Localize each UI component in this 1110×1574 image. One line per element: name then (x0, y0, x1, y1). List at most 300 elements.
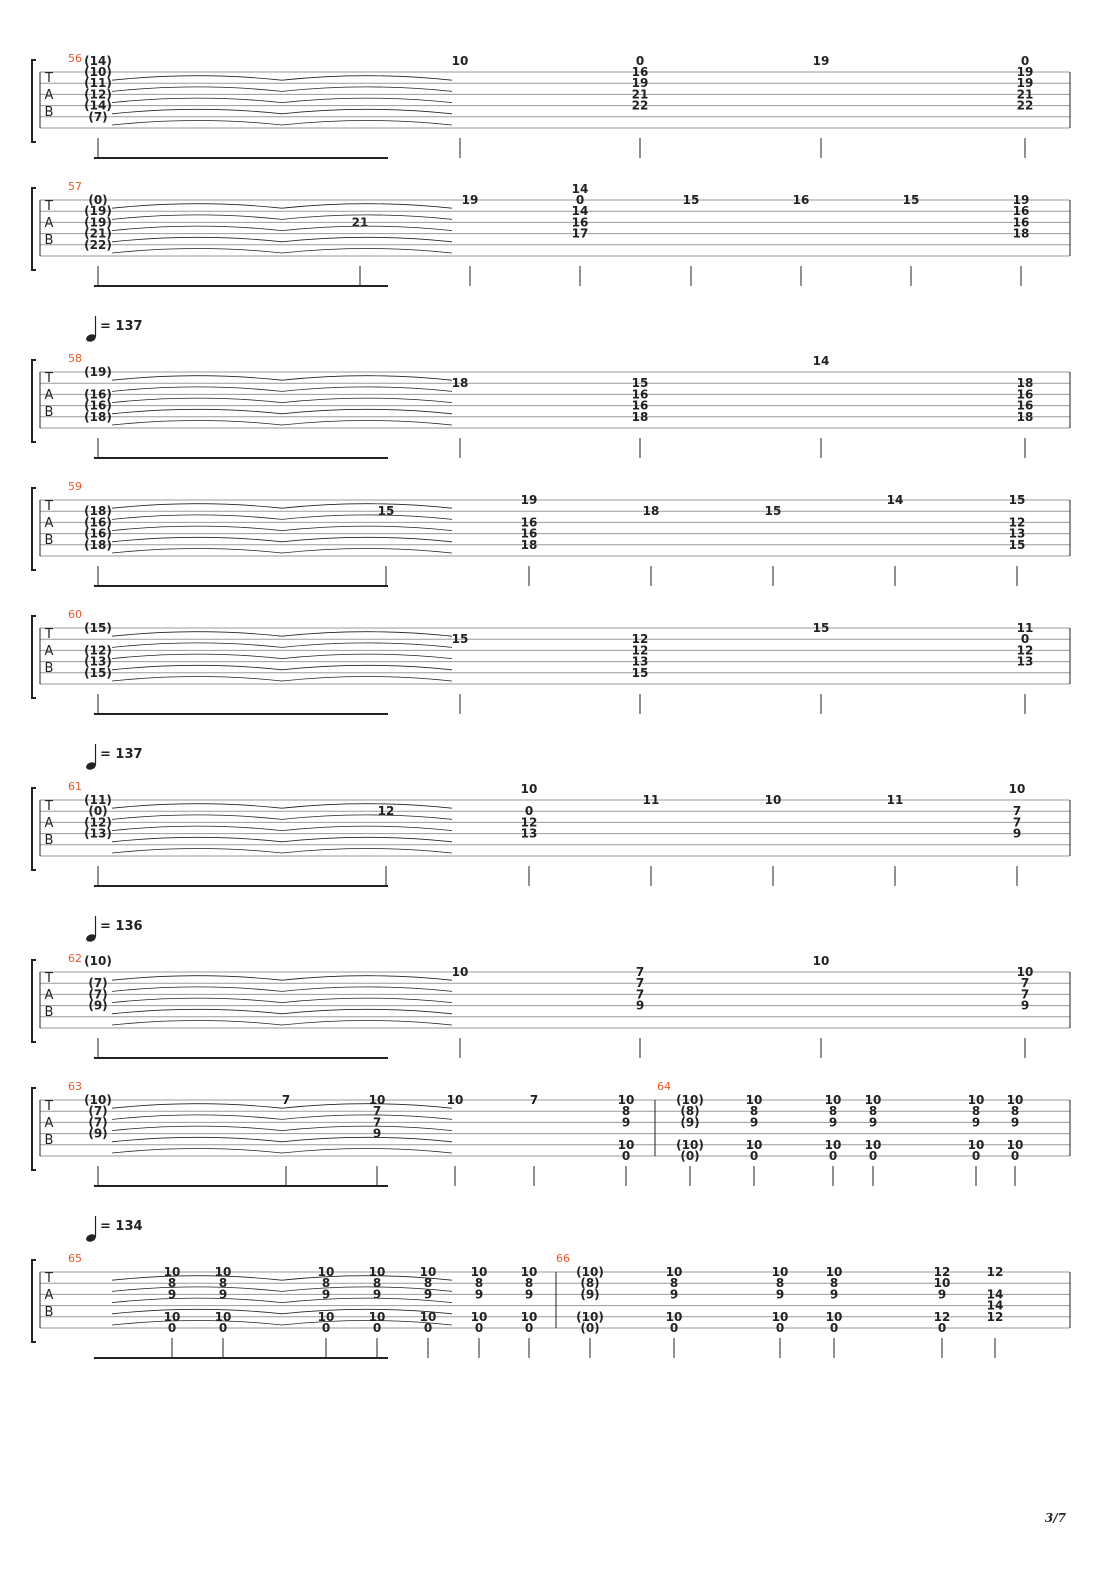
tie-arc (112, 237, 282, 242)
fret-number: 19 (461, 193, 479, 207)
fret-number: 8 (828, 1104, 838, 1119)
fret-number: (7) (88, 976, 108, 991)
tie-arc (282, 409, 452, 414)
tie-arc (282, 87, 452, 92)
fret-number: (7) (88, 1104, 108, 1119)
fret-number: 10 (967, 1093, 985, 1107)
fret-number: (10) (84, 65, 112, 79)
fret-number: 16 (571, 215, 589, 230)
tie-arc (112, 76, 282, 81)
fret-number: 8 (321, 1276, 331, 1291)
fret-number: 10 (771, 1265, 789, 1279)
fret-number: 21 (351, 215, 369, 230)
fret-number: 10 (368, 1093, 386, 1107)
fret-number: (14) (84, 98, 112, 113)
fret-number: 10 (824, 1137, 842, 1152)
tie-arc (112, 837, 282, 842)
tab-clef-letter: T (45, 499, 53, 514)
fret-number: 16 (792, 193, 810, 207)
fret-number: (16) (84, 398, 112, 413)
fret-number: 16 (520, 526, 538, 541)
fret-number: 17 (571, 226, 589, 241)
tie-arc (112, 1021, 282, 1026)
fret-number: 10 (617, 1093, 635, 1107)
fret-number: (12) (84, 643, 112, 658)
tie-arc (112, 109, 282, 114)
system-bracket (32, 1260, 36, 1342)
fret-number: 9 (167, 1287, 177, 1302)
fret-number: (0) (680, 1149, 700, 1163)
fret-number: 8 (971, 1104, 981, 1119)
fret-number: 10 (1016, 965, 1034, 979)
tie-arc (282, 398, 452, 403)
tie-arc (112, 421, 282, 426)
fret-number: 0 (775, 1321, 785, 1335)
fret-number: (19) (84, 215, 112, 230)
tab-clef-letter: A (44, 516, 54, 531)
tie-arc (112, 815, 282, 820)
fret-number: 0 (621, 1149, 631, 1163)
tab-clef-letter: T (45, 371, 53, 386)
fret-number: 19 (631, 76, 649, 91)
tab-clef-letter: B (44, 833, 54, 848)
fret-number: 15 (1008, 493, 1026, 507)
fret-number: (8) (580, 1276, 600, 1291)
fret-number: 10 (520, 1265, 538, 1279)
fret-number: 19 (520, 493, 538, 507)
fret-number: (15) (84, 621, 112, 635)
system-bracket (32, 1088, 36, 1170)
tie-arc (112, 1321, 282, 1326)
tie-arc (282, 998, 452, 1003)
fret-number: 9 (1010, 1115, 1020, 1130)
fret-number: 15 (631, 665, 649, 680)
tie-arc (282, 515, 452, 520)
fret-number: 10 (520, 781, 538, 796)
fret-number: 9 (749, 1115, 759, 1130)
fret-number: 0 (635, 53, 645, 68)
fret-number: (10) (576, 1309, 604, 1324)
fret-number: 0 (828, 1149, 838, 1163)
fret-number: 19 (1016, 76, 1034, 91)
fret-number: 13 (520, 826, 538, 841)
tie-arc (282, 837, 452, 842)
fret-number: 8 (621, 1104, 631, 1119)
fret-number: 16 (520, 515, 538, 530)
fret-number: 10 (617, 1137, 635, 1152)
fret-number: 21 (631, 87, 649, 102)
fret-number: 11 (1016, 621, 1034, 635)
tie-arc (282, 109, 452, 114)
fret-number: 15 (377, 504, 395, 519)
tab-clef-letter: A (44, 1288, 54, 1303)
measure-number: 61 (68, 780, 82, 793)
fret-number: 19 (1016, 65, 1034, 79)
fret-number: (0) (580, 1321, 600, 1335)
tie-arc (112, 87, 282, 92)
fret-number: 10 (214, 1309, 232, 1324)
fret-number: 15 (631, 376, 649, 391)
fret-number: 9 (669, 1287, 679, 1302)
fret-number: 15 (812, 621, 830, 635)
fret-number: 11 (642, 793, 660, 807)
fret-number: 10 (824, 1093, 842, 1107)
measure-number: 60 (68, 608, 82, 621)
fret-number: (18) (84, 537, 112, 552)
fret-number: 16 (1016, 398, 1034, 413)
fret-number: (0) (88, 193, 108, 207)
tie-arc (112, 215, 282, 220)
system-bracket (32, 488, 36, 570)
fret-number: (18) (84, 504, 112, 519)
tie-arc (112, 665, 282, 670)
fret-number: 9 (524, 1287, 534, 1302)
fret-number: 18 (1016, 409, 1034, 424)
tie-arc (282, 804, 452, 809)
fret-number: 8 (524, 1276, 534, 1291)
fret-number: 10 (163, 1309, 181, 1324)
fret-number: 0 (218, 1321, 228, 1335)
fret-number: 15 (451, 632, 469, 647)
fret-number: 9 (218, 1287, 228, 1302)
measure-number: 66 (556, 1252, 570, 1265)
system-bracket (32, 960, 36, 1042)
fret-number: 7 (372, 1115, 382, 1130)
tie-arc (282, 1137, 452, 1142)
fret-number: 8 (669, 1276, 679, 1291)
fret-number: 10 (368, 1265, 386, 1279)
tie-arc (282, 504, 452, 509)
fret-number: 8 (749, 1104, 759, 1119)
measure-number: 56 (68, 52, 82, 65)
tie-arc (282, 204, 452, 209)
fret-number: 7 (1012, 804, 1022, 819)
fret-number: 10 (825, 1309, 843, 1324)
fret-number: (21) (84, 226, 112, 241)
tie-arc (112, 849, 282, 854)
fret-number: 18 (1016, 376, 1034, 391)
tie-arc (112, 376, 282, 381)
tie-arc (112, 515, 282, 520)
tab-clef-letter: A (44, 988, 54, 1003)
tie-arc (112, 504, 282, 509)
fret-number: (12) (84, 815, 112, 830)
fret-number: 9 (621, 1115, 631, 1130)
tie-arc (112, 677, 282, 682)
tie-arc (282, 376, 452, 381)
fret-number: 9 (775, 1287, 785, 1302)
fret-number: 14 (571, 181, 589, 196)
fret-number: 10 (745, 1093, 763, 1107)
tempo-marking: = 137 (100, 747, 143, 762)
tie-arc (112, 249, 282, 254)
fret-number: 10 (470, 1265, 488, 1279)
tempo-marking: = 136 (100, 919, 143, 934)
tie-arc (112, 1104, 282, 1109)
tab-clef-letter: B (44, 1005, 54, 1020)
tie-arc (112, 987, 282, 992)
fret-number: 12 (933, 1309, 951, 1324)
tab-clef-letter: T (45, 627, 53, 642)
tie-arc (282, 421, 452, 426)
tie-arc (112, 998, 282, 1003)
fret-number: 12 (1016, 643, 1034, 658)
fret-number: 10 (419, 1309, 437, 1324)
fret-number: 9 (321, 1287, 331, 1302)
tie-arc (282, 815, 452, 820)
fret-number: 0 (423, 1321, 433, 1335)
fret-number: (18) (84, 409, 112, 424)
fret-number: (7) (88, 1115, 108, 1130)
fret-number: 9 (937, 1287, 947, 1302)
tab-clef-letter: A (44, 88, 54, 103)
tie-arc (282, 387, 452, 392)
fret-number: 10 (1006, 1137, 1024, 1152)
tie-arc (112, 204, 282, 209)
tie-arc (282, 654, 452, 659)
fret-number: 9 (829, 1287, 839, 1302)
fret-number: 12 (986, 1309, 1004, 1324)
fret-number: 0 (474, 1321, 484, 1335)
fret-number: 8 (1010, 1104, 1020, 1119)
system-bracket (32, 788, 36, 870)
fret-number: 7 (635, 987, 645, 1002)
tab-clef-letter: T (45, 971, 53, 986)
fret-number: (9) (88, 998, 108, 1013)
tie-arc (282, 1021, 452, 1026)
system-bracket (32, 188, 36, 270)
tab-clef-letter: T (45, 199, 53, 214)
fret-number: 8 (423, 1276, 433, 1291)
fret-number: (9) (580, 1287, 600, 1302)
tab-clef-letter: T (45, 1099, 53, 1114)
tab-clef-letter: A (44, 644, 54, 659)
fret-number: 10 (419, 1265, 437, 1279)
fret-number: 16 (631, 387, 649, 402)
tie-arc (112, 1009, 282, 1014)
fret-number: 10 (1006, 1093, 1024, 1107)
fret-number: 10 (1008, 781, 1026, 796)
tie-arc (282, 76, 452, 81)
fret-number: 7 (529, 1093, 539, 1107)
fret-number: 0 (1020, 632, 1030, 647)
fret-number: (10) (84, 953, 112, 968)
fret-number: 22 (1016, 98, 1034, 113)
fret-number: 12 (631, 632, 649, 647)
fret-number: (22) (84, 237, 112, 252)
fret-number: 14 (571, 204, 589, 219)
fret-number: 7 (372, 1104, 382, 1119)
fret-number: 7 (635, 976, 645, 991)
tempo-marking: = 134 (100, 1219, 143, 1234)
measure-number: 58 (68, 352, 82, 365)
tie-arc (282, 632, 452, 637)
fret-number: (13) (84, 826, 112, 841)
tab-clef-letter: A (44, 816, 54, 831)
tie-arc (112, 1309, 282, 1314)
fret-number: 16 (631, 65, 649, 79)
fret-number: 10 (451, 53, 469, 68)
fret-number: (10) (676, 1093, 704, 1107)
tie-arc (282, 526, 452, 531)
tab-clef-letter: T (45, 71, 53, 86)
fret-number: 13 (631, 654, 649, 669)
fret-number: 0 (372, 1321, 382, 1335)
fret-number: 18 (631, 409, 649, 424)
fret-number: 18 (451, 376, 469, 391)
fret-number: (19) (84, 365, 112, 379)
fret-number: 0 (971, 1149, 981, 1163)
tie-arc (112, 1287, 282, 1292)
fret-number: (9) (680, 1115, 700, 1130)
fret-number: 22 (631, 98, 649, 113)
fret-number: 8 (372, 1276, 382, 1291)
fret-number: 10 (864, 1137, 882, 1152)
fret-number: 15 (682, 193, 700, 207)
tab-clef-letter: T (45, 1271, 53, 1286)
tie-arc (282, 826, 452, 831)
tab-clef-letter: B (44, 661, 54, 676)
tie-arc (112, 1276, 282, 1281)
fret-number: 7 (1020, 976, 1030, 991)
tie-arc (112, 804, 282, 809)
fret-number: 16 (1012, 215, 1030, 230)
fret-number: 12 (520, 815, 538, 830)
fret-number: 9 (423, 1287, 433, 1302)
tie-arc (282, 121, 452, 126)
fret-number: 8 (218, 1276, 228, 1291)
fret-number: 18 (520, 537, 538, 552)
fret-number: 0 (829, 1321, 839, 1335)
tie-arc (282, 643, 452, 648)
fret-number: 12 (933, 1265, 951, 1279)
fret-number: 16 (1016, 387, 1034, 402)
measure-number: 64 (657, 1080, 671, 1093)
fret-number: 10 (163, 1265, 181, 1279)
fret-number: 14 (986, 1298, 1004, 1313)
fret-number: 8 (167, 1276, 177, 1291)
fret-number: (7) (88, 109, 108, 124)
fret-number: (16) (84, 515, 112, 530)
tab-clef-letter: A (44, 216, 54, 231)
page-number: 3/7 (1044, 1511, 1066, 1525)
tie-arc (112, 643, 282, 648)
fret-number: 10 (520, 1309, 538, 1324)
tie-arc (282, 1126, 452, 1131)
tie-arc (112, 537, 282, 542)
fret-number: 0 (167, 1321, 177, 1335)
fret-number: (7) (88, 987, 108, 1002)
fret-number: 10 (745, 1137, 763, 1152)
fret-number: (14) (84, 53, 112, 68)
tie-arc (112, 1126, 282, 1131)
fret-number: (9) (88, 1126, 108, 1141)
tie-arc (282, 249, 452, 254)
fret-number: 8 (775, 1276, 785, 1291)
fret-number: 10 (771, 1309, 789, 1324)
fret-number: 0 (868, 1149, 878, 1163)
tie-arc (112, 398, 282, 403)
fret-number: 12 (1008, 515, 1026, 530)
fret-number: 12 (986, 1265, 1004, 1279)
tie-arc (282, 677, 452, 682)
fret-number: (0) (88, 804, 108, 819)
fret-number: 9 (1020, 998, 1030, 1013)
tie-arc (112, 976, 282, 981)
system-bracket (32, 360, 36, 442)
fret-number: 10 (665, 1309, 683, 1324)
fret-number: 12 (631, 643, 649, 658)
fret-number: 10 (470, 1309, 488, 1324)
fret-number: 13 (1008, 526, 1026, 541)
tie-arc (112, 1298, 282, 1303)
fret-number: 9 (971, 1115, 981, 1130)
tab-clef-letter: B (44, 1305, 54, 1320)
fret-number: 0 (1010, 1149, 1020, 1163)
tie-arc (112, 526, 282, 531)
fret-number: 10 (864, 1093, 882, 1107)
tie-arc (282, 1115, 452, 1120)
fret-number: 7 (1012, 815, 1022, 830)
tie-arc (282, 237, 452, 242)
fret-number: 18 (1012, 226, 1030, 241)
fret-number: 10 (451, 965, 469, 979)
fret-number: 10 (812, 953, 830, 968)
fret-number: 18 (642, 504, 660, 519)
tie-arc (282, 549, 452, 554)
tab-clef-letter: B (44, 105, 54, 120)
fret-number: 9 (1012, 826, 1022, 841)
tie-arc (282, 98, 452, 103)
fret-number: 10 (214, 1265, 232, 1279)
tie-arc (112, 1137, 282, 1142)
fret-number: 15 (902, 193, 920, 207)
fret-number: (10) (84, 1093, 112, 1107)
measure-number: 62 (68, 952, 82, 965)
fret-number: (16) (84, 387, 112, 402)
tie-arc (282, 987, 452, 992)
tab-clef-letter: B (44, 1133, 54, 1148)
tie-arc (112, 387, 282, 392)
fret-number: 10 (446, 1093, 464, 1107)
fret-number: (16) (84, 526, 112, 541)
fret-number: 0 (749, 1149, 759, 1163)
tie-arc (112, 98, 282, 103)
fret-number: 9 (635, 998, 645, 1013)
fret-number: 0 (575, 193, 585, 207)
fret-number: 21 (1016, 87, 1034, 102)
fret-number: (19) (84, 204, 112, 219)
tab-clef-letter: T (45, 799, 53, 814)
fret-number: (11) (84, 793, 112, 807)
fret-number: 8 (474, 1276, 484, 1291)
tie-arc (112, 409, 282, 414)
fret-number: 14 (986, 1287, 1004, 1302)
fret-number: 14 (812, 353, 830, 368)
tab-clef-letter: B (44, 233, 54, 248)
tie-arc (112, 1115, 282, 1120)
fret-number: (10) (576, 1265, 604, 1279)
fret-number: 9 (474, 1287, 484, 1302)
measure-number: 57 (68, 180, 82, 193)
tempo-marking: = 137 (100, 319, 143, 334)
fret-number: 9 (868, 1115, 878, 1130)
fret-number: 19 (812, 53, 830, 68)
tie-arc (112, 654, 282, 659)
tab-clef-letter: B (44, 405, 54, 420)
fret-number: 0 (524, 804, 534, 819)
tie-arc (112, 826, 282, 831)
